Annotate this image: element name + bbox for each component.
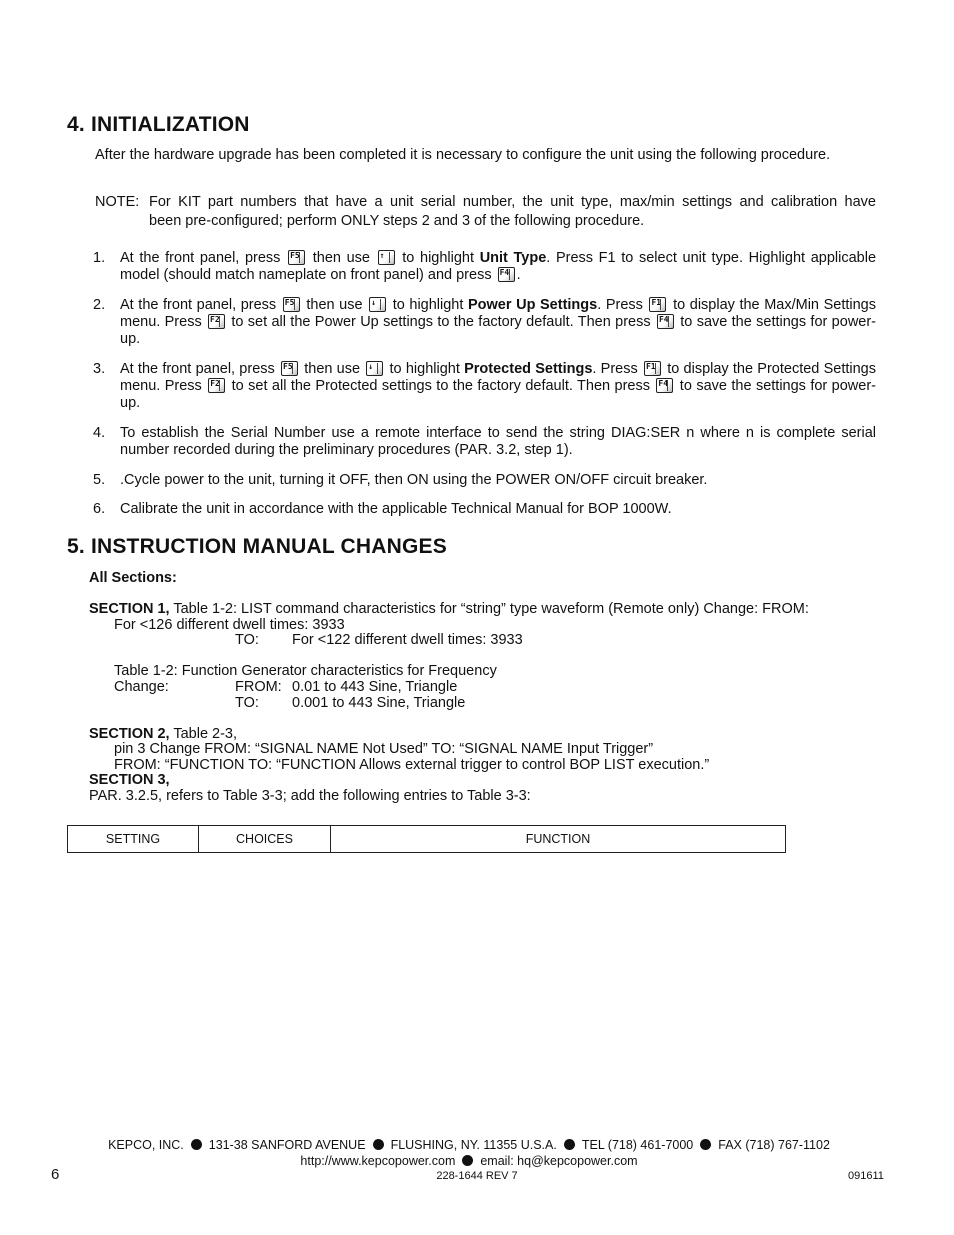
step-1 [93,250,876,286]
header-choices: CHOICES [199,826,331,853]
f1-key-icon: F1 [649,297,666,312]
step-4 [93,425,876,461]
step-number: 5. [93,472,106,488]
page-number: 6 [51,1166,60,1183]
step-number: 1. [93,250,106,266]
step-number: 6. [93,501,106,517]
step-number: 2. [93,297,106,313]
table-header-row [68,826,786,853]
bullet-icon [191,1139,202,1150]
f4-key-icon: F4 [656,378,673,393]
step-2 [93,297,876,349]
bullet-icon [462,1155,473,1166]
section-3-text: PAR. 3.2.5, refers to Table 3-3; add the following entries to Table 3-3: [89,788,531,804]
up-arrow-key-icon: ↑ [378,250,395,265]
step-5 [93,472,876,490]
f2-key-icon: F2 [208,378,225,393]
from-value: 0.01 to 443 Sine, Triangle [292,679,458,695]
all-sections-label: All Sections: [89,570,177,586]
to-label: TO: [235,695,259,711]
note-line-2: been pre-configured; perform ONLY steps 2 and 3 of the following procedure. [149,213,645,229]
footer-contact-line: KEPCO, INC. 131-38 SANFORD AVENUE FLUSHING, NY. 11355 U.S.A. TEL (718) 461-7000 FAX (718) 767-1102 [108,1138,830,1152]
f5-key-icon: F5 [283,297,300,312]
section-1-change: SECTION 1, Table 1-2: LIST command characteristics for “string” type waveform (Remote only) Change: FROM: [89,601,809,617]
step-text: To establish the Serial Number use a remote interface to send the string DIAG:SER n where n is complete serial number recorded during the preliminary procedures (PAR. 3.2, step 1). [120,425,876,458]
header-function: FUNCTION [331,826,786,853]
down-arrow-key-icon: ↓ [369,297,386,312]
header-setting: SETTING [68,826,199,853]
section-1-to: For <122 different dwell times: 3933 [292,632,523,648]
section-4-intro: After the hardware upgrade has been completed it is necessary to configure the unit using the following procedure. [95,147,831,163]
note-line-1: For KIT part numbers that have a unit serial number, the unit type, max/min settings and calibration have [149,194,876,210]
section-2-change: SECTION 2, Table 2-3, [89,726,238,742]
f4-key-icon: F4 [498,267,515,282]
down-arrow-key-icon: ↓ [366,361,383,376]
section-5-heading: 5. INSTRUCTION MANUAL CHANGES [67,535,447,558]
step-text: Calibrate the unit in accordance with the applicable Technical Manual for BOP 1000W. [120,501,672,517]
step-text: At the front panel, press F5 then use ↓ to highlight Protected Settings. Press F1 to display the Protected Settings menu. Press F2 to set all the Protected settings to the factory default. Then press F4 to save the settings for power-up. [120,361,877,411]
step-number: 3. [93,361,106,377]
to-value: 0.001 to 443 Sine, Triangle [292,695,466,711]
website-link[interactable]: http://www.kepcopower.com [300,1154,456,1168]
step-number: 4. [93,425,106,441]
change-label: Change: [114,679,169,695]
section-1-to-label: TO: [235,632,259,648]
doc-number: 228-1644 REV 7 [436,1170,518,1182]
f1-key-icon: F1 [644,361,661,376]
date-code: 091611 [848,1170,884,1182]
bullet-icon [700,1139,711,1150]
from-label: FROM: [235,679,282,695]
section-1-from: For <126 different dwell times: 3933 [114,617,345,633]
step-6 [93,501,876,519]
section-2-line-2: FROM: “FUNCTION TO: “FUNCTION Allows external trigger to control BOP LIST execution.” [114,757,710,773]
note-label: NOTE: [95,194,140,210]
footer-web-line [0,1154,946,1168]
f5-key-icon: F5 [288,250,305,265]
step-3 [93,361,876,413]
section-2-line-1: pin 3 Change FROM: “SIGNAL NAME Not Used” TO: “SIGNAL NAME Input Trigger” [114,741,654,757]
bullet-icon [373,1139,384,1150]
step-text: At the front panel, press F5 then use ↓ to highlight Power Up Settings. Press F1 to display the Max/Min Settings menu. Press F2 to set all the Power Up settings to the factory default. Then press F4 to save the settings for power-up. [120,297,877,347]
f2-key-icon: F2 [208,314,225,329]
settings-table [67,825,786,853]
step-text: At the front panel, press F5 then use ↑ to highlight Unit Type. Press F1 to select unit type. Highlight applicable model (should match nameplate on front panel) and press F4 . [120,250,877,283]
step-text: .Cycle power to the unit, turning it OFF, then ON using the POWER ON/OFF circuit breaker. [120,472,708,488]
section-3-label: SECTION 3, [89,772,170,788]
email-link[interactable]: email: hq@kepcopower.com [480,1154,638,1168]
bullet-icon [564,1139,575,1150]
f5-key-icon: F5 [281,361,298,376]
section-4-heading: 4. INITIALIZATION [67,113,250,136]
table-1-2-freq: Table 1-2: Function Generator characteristics for Frequency [114,663,497,679]
f4-key-icon: F4 [657,314,674,329]
